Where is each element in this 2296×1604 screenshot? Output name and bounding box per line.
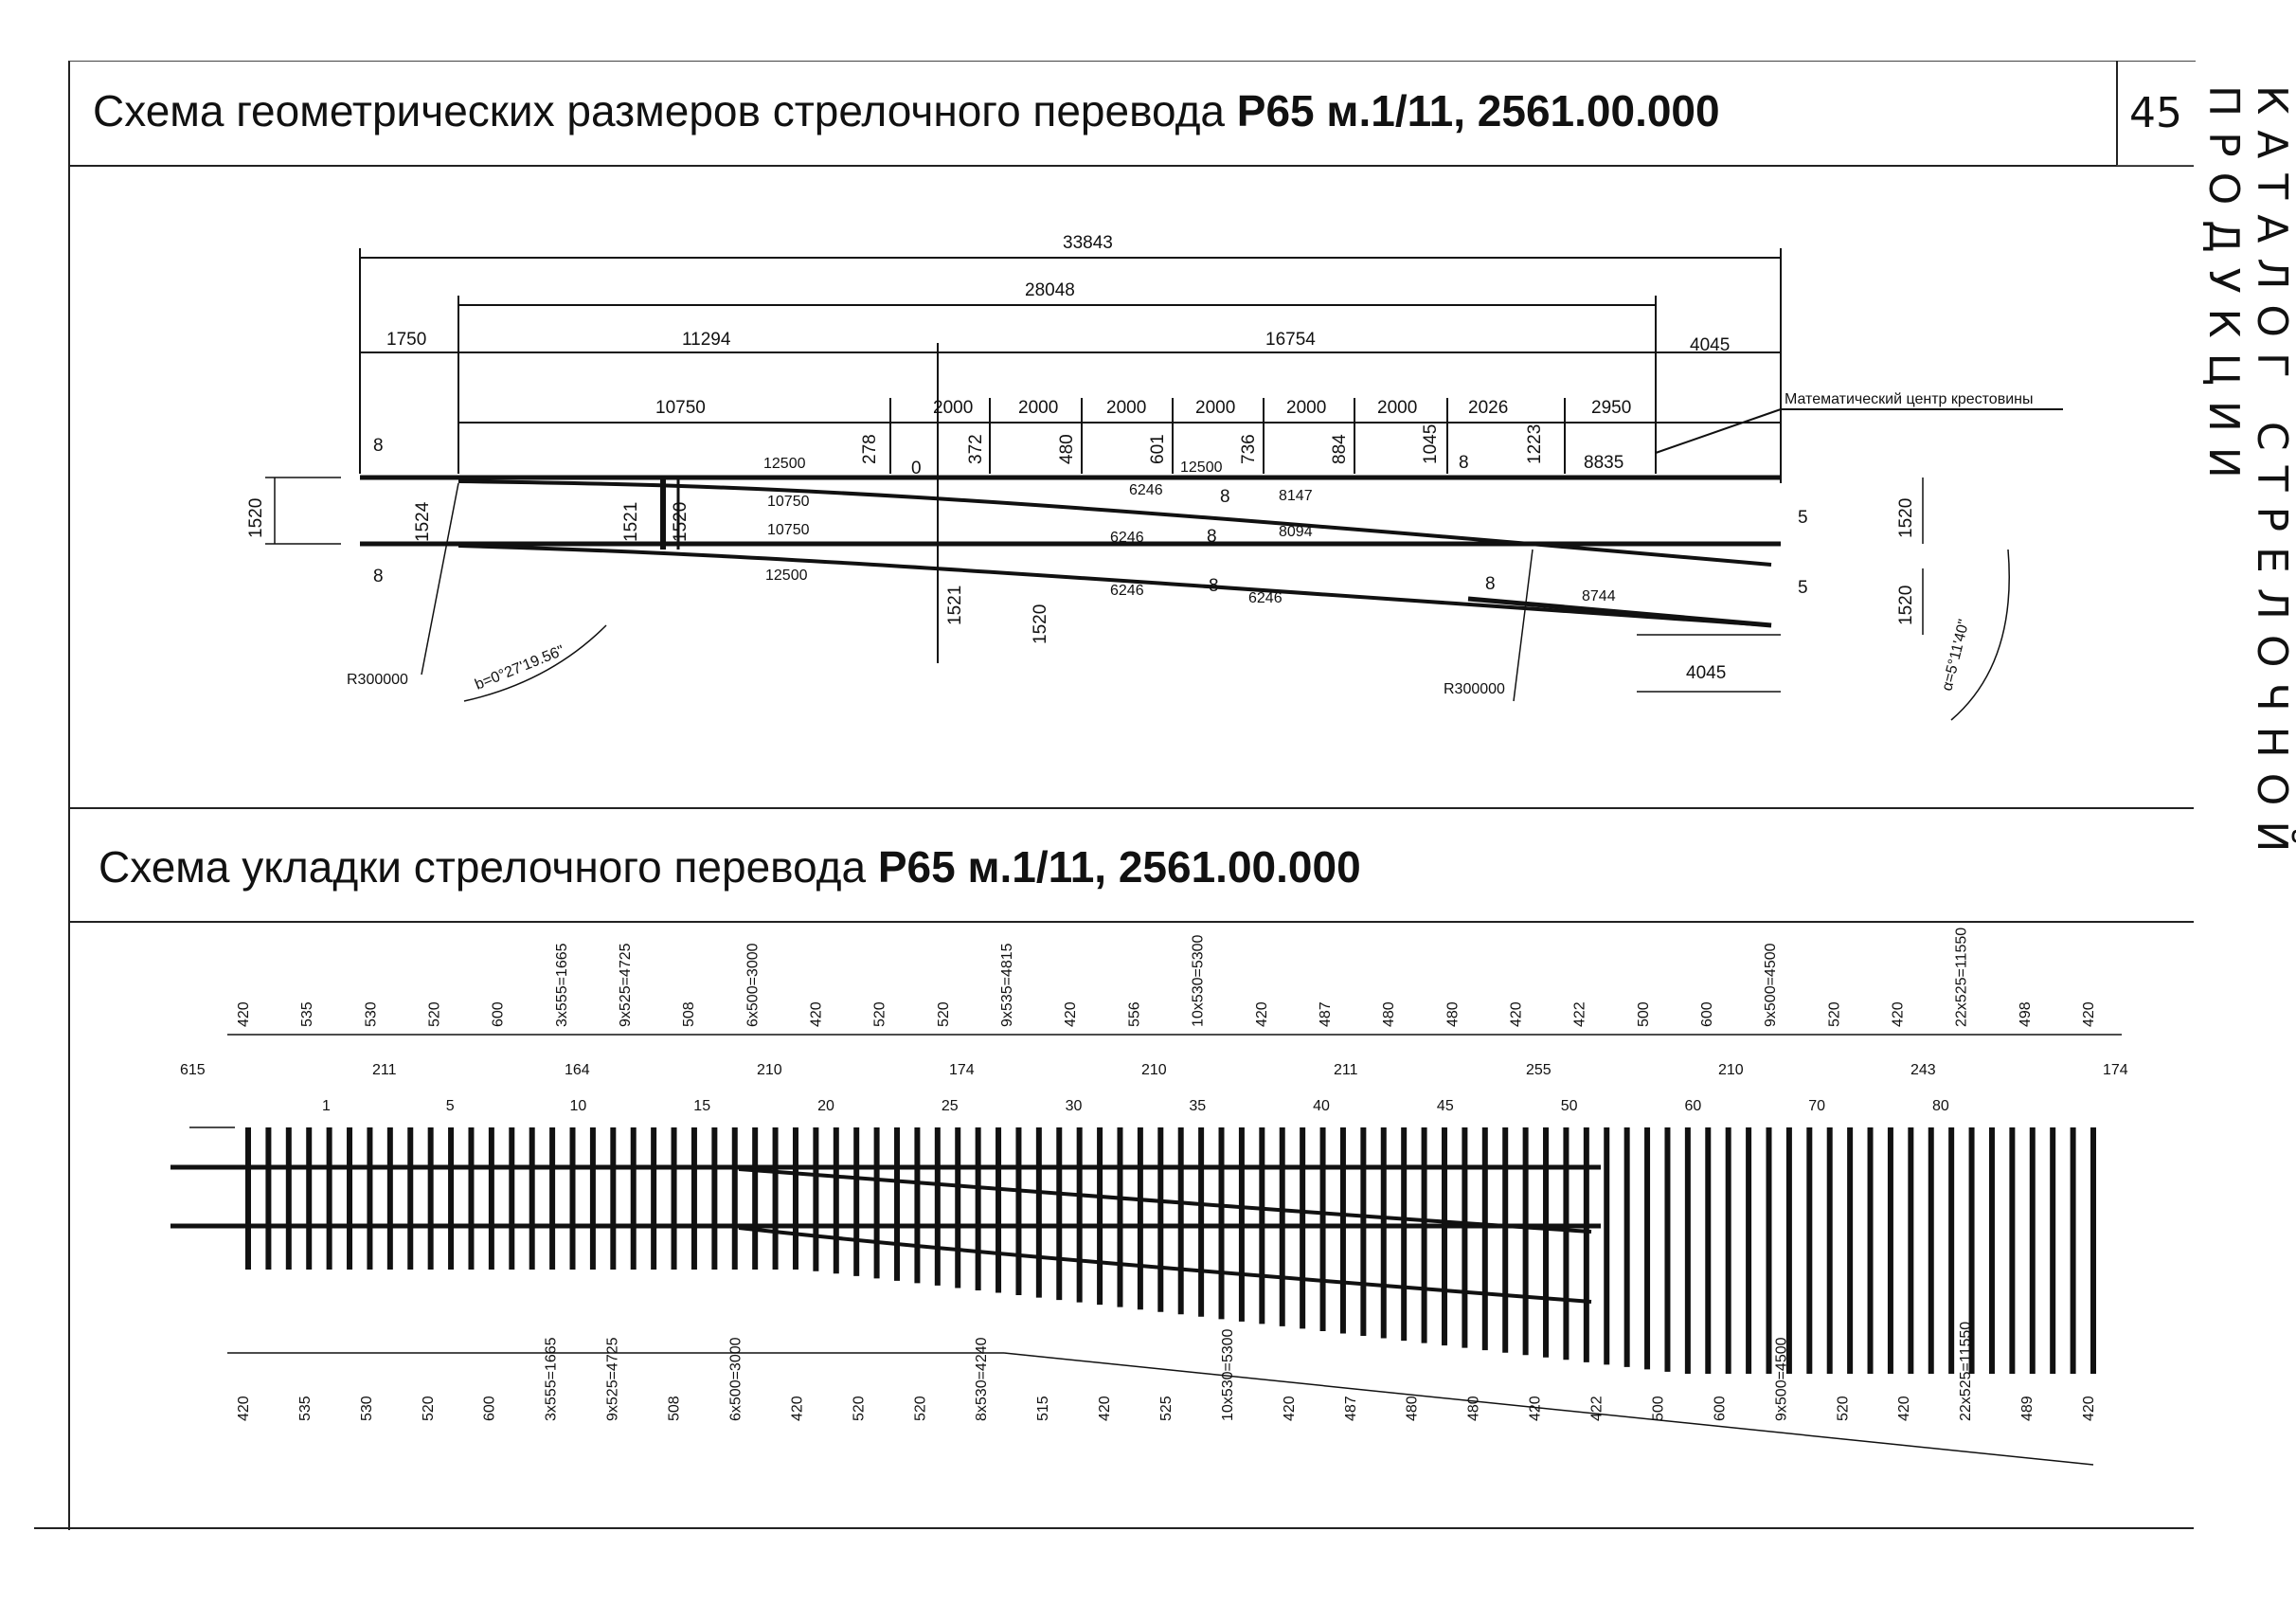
tie-number: 35: [1189, 1098, 1207, 1114]
front-length: 11294: [682, 330, 731, 350]
bottom-spacing-label: 420: [2081, 1396, 2097, 1421]
gap: 8: [1207, 527, 1217, 547]
rail-length: 6246: [1110, 530, 1144, 546]
top-spacing-label: 9x535=4815: [999, 943, 1016, 1027]
offset: 0: [911, 459, 922, 478]
bottom-spacing-label: 3x555=1665: [543, 1337, 560, 1421]
side-dimension: 174: [949, 1062, 975, 1078]
top-spacing-label: 9x500=4500: [1763, 943, 1780, 1027]
top-spacing-label: 530: [363, 1001, 380, 1027]
bottom-spacing-label: 500: [1650, 1396, 1667, 1421]
side-dimension: 210: [757, 1062, 782, 1078]
tie-number-labels: [322, 1098, 1949, 1114]
top-spacing-label: 480: [1381, 1001, 1398, 1027]
top-spacing-label: 520: [1826, 1001, 1843, 1027]
top-spacing-label: 422: [1571, 1001, 1588, 1027]
top-spacing-label: 22x525=11550: [1953, 927, 1970, 1027]
interval-label: 2000: [1377, 398, 1418, 418]
tie-number: 45: [1436, 1098, 1454, 1114]
top-spacing-label: 10x530=5300: [1190, 934, 1207, 1027]
offset: 884: [1330, 434, 1350, 464]
side-dimension: 211: [372, 1062, 397, 1078]
interval-label: 2026: [1468, 398, 1509, 418]
gauge: 1520: [246, 497, 266, 538]
tie-number: 15: [693, 1098, 711, 1114]
top-spacing-label: 520: [871, 1001, 888, 1027]
tie-number: 70: [1808, 1098, 1826, 1114]
interval-label: 2000: [1286, 398, 1327, 418]
bottom-spacing-label: 508: [666, 1396, 683, 1421]
offset: 601: [1148, 434, 1168, 464]
top-spacing-label: 420: [2081, 1001, 2097, 1027]
top-spacing-label: 535: [299, 1001, 316, 1027]
tie-number: 50: [1560, 1098, 1578, 1114]
tail-length: 4045: [1686, 663, 1727, 683]
side-dimension-labels: [180, 1062, 2128, 1078]
rear-overhang: 4045: [1690, 335, 1731, 355]
section2-title-bold: Р65 м.1/11, 2561.00.000: [877, 842, 1361, 892]
bottom-spacing-label: 420: [1896, 1396, 1913, 1421]
rail-length: 12500: [763, 456, 806, 472]
top-spacing-label: 508: [681, 1001, 698, 1027]
bottom-spacing-label: 480: [1465, 1396, 1482, 1421]
side-dimension: 255: [1526, 1062, 1552, 1078]
rail-length: 10750: [767, 494, 810, 510]
rail-length: 6246: [1110, 583, 1144, 599]
bottom-spacing-label: 10x530=5300: [1219, 1328, 1236, 1421]
tie-number: 25: [941, 1098, 959, 1114]
bottom-spacing-label: 9x525=4725: [604, 1337, 621, 1421]
total-length: 33843: [1063, 233, 1113, 253]
top-spacing-label: 520: [426, 1001, 443, 1027]
bottom-spacing-label: 480: [1404, 1396, 1421, 1421]
offset: 8835: [1584, 453, 1624, 473]
bottom-spacing-label: 422: [1588, 1396, 1605, 1421]
gap: 5: [1798, 578, 1808, 598]
bottom-spacing-label: 6x500=3000: [727, 1337, 744, 1421]
angle-b: b=0°27'19.56": [473, 642, 567, 694]
bottom-spacing-label: 489: [2019, 1396, 2036, 1421]
top-spacing-label: 420: [1890, 1001, 1907, 1027]
gauge: 1520: [1896, 585, 1916, 625]
front-overhang: 1750: [386, 330, 427, 350]
rail-length: 6246: [1129, 482, 1163, 498]
bottom-spacing-label: 420: [789, 1396, 806, 1421]
bottom-spacing-label: 420: [1281, 1396, 1298, 1421]
bottom-spacing-label: 487: [1342, 1396, 1359, 1421]
offset: 480: [1057, 434, 1077, 464]
gauge: 1521: [621, 501, 641, 542]
point-zone: 10750: [655, 398, 706, 418]
radius-rear: R300000: [1444, 681, 1505, 697]
top-spacing-label: 520: [935, 1001, 952, 1027]
rear-length: 16754: [1265, 330, 1316, 350]
top-spacing-label: 420: [808, 1001, 825, 1027]
interval-label: 2000: [1195, 398, 1236, 418]
rail-length: 12500: [765, 568, 808, 584]
side-dimension: 164: [565, 1062, 590, 1078]
offset: 8: [1459, 453, 1469, 473]
angle-alpha: α=5°11'40": [1939, 618, 1973, 693]
offset: 1223: [1525, 424, 1545, 464]
top-spacing-label: 500: [1635, 1001, 1652, 1027]
gap: 5: [1798, 508, 1808, 528]
gap: 8: [1220, 487, 1230, 507]
gauge: 1520: [1031, 604, 1050, 644]
crossing-center-label: Математический центр крестовины: [1785, 391, 2034, 407]
offset: 278: [860, 434, 880, 464]
rail-length: 8147: [1279, 488, 1313, 504]
side-dimension: 210: [1141, 1062, 1167, 1078]
section1-title-bold: Р65 м.1/11, 2561.00.000: [1236, 86, 1720, 135]
page-number: 45: [2116, 61, 2194, 166]
rail-length: 8094: [1279, 524, 1313, 540]
gap: 8: [373, 436, 384, 456]
top-spacing-label: 420: [236, 1001, 252, 1027]
interval-label: 2000: [1106, 398, 1147, 418]
gauge: 1520: [671, 501, 691, 542]
bottom-spacing-label: 420: [236, 1396, 252, 1421]
bottom-spacing-label: 535: [296, 1396, 314, 1421]
interval-label: 2000: [1018, 398, 1059, 418]
tie-number: 10: [569, 1098, 587, 1114]
top-spacing-labels: [236, 928, 2097, 1027]
side-dimension: 174: [2103, 1062, 2128, 1078]
bottom-spacing-label: 530: [358, 1396, 375, 1421]
bottom-spacing-label: 420: [1527, 1396, 1544, 1421]
side-dimension: 615: [180, 1062, 206, 1078]
top-spacing-label: 556: [1126, 1001, 1143, 1027]
bottom-spacing-labels: [236, 1322, 2097, 1421]
tie-number: 30: [1065, 1098, 1083, 1114]
tie-array: [248, 1127, 2093, 1374]
top-spacing-label: 420: [1253, 1001, 1270, 1027]
rail-length: 6246: [1248, 590, 1283, 606]
bottom-spacing-label: 525: [1158, 1396, 1175, 1421]
gap: 8: [1209, 576, 1219, 596]
radius-front: R300000: [347, 672, 408, 688]
top-spacing-label: 480: [1444, 1001, 1462, 1027]
top-spacing-label: 600: [490, 1001, 507, 1027]
gauge: 1521: [945, 585, 965, 625]
top-spacing-label: 498: [2017, 1001, 2034, 1027]
interval-label: 2950: [1591, 398, 1632, 418]
top-spacing-label: 420: [1508, 1001, 1525, 1027]
bottom-spacing-label: 515: [1035, 1396, 1052, 1421]
tie-number: 1: [322, 1098, 331, 1114]
top-spacing-label: 600: [1698, 1001, 1715, 1027]
top-spacing-label: 3x555=1665: [553, 943, 570, 1027]
bottom-spacing-label: 520: [1835, 1396, 1852, 1421]
section2-title-regular: Схема укладки стрелочного перевода: [99, 842, 878, 892]
offset: 736: [1239, 434, 1259, 464]
bottom-spacing-label: 520: [851, 1396, 868, 1421]
bottom-spacing-label: 600: [481, 1396, 498, 1421]
rail-length: 8744: [1582, 588, 1616, 604]
top-spacing-label: 9x525=4725: [618, 943, 635, 1027]
tie-number: 20: [817, 1098, 834, 1114]
section1-title-regular: Схема геометрических размеров стрелочного перевода: [93, 86, 1237, 135]
tie-number: 40: [1313, 1098, 1330, 1114]
side-dimension: 210: [1718, 1062, 1744, 1078]
overall-length: 28048: [1025, 280, 1075, 300]
tie-number: 80: [1932, 1098, 1949, 1114]
gauge: 1524: [413, 501, 433, 542]
top-spacing-label: 420: [1063, 1001, 1080, 1027]
top-spacing-label: 6x500=3000: [744, 943, 762, 1027]
gap: 8: [373, 567, 384, 586]
interval-label: 2000: [933, 398, 974, 418]
bottom-spacing-label: 520: [420, 1396, 437, 1421]
bottom-spacing-label: 22x525=11550: [1958, 1321, 1975, 1421]
bottom-spacing-label: 520: [912, 1396, 929, 1421]
catalog-sidebar-label: КАТАЛОГ СТРЕЛОЧНОЙ ПРОДУКЦИИ: [2199, 85, 2296, 868]
gap: 8: [1485, 574, 1496, 594]
rail-length: 12500: [1180, 460, 1223, 476]
bottom-spacing-label: 9x500=4500: [1773, 1337, 1790, 1421]
top-spacing-label: 487: [1317, 1001, 1334, 1027]
side-dimension: 211: [1334, 1062, 1358, 1078]
tie-number: 5: [445, 1098, 455, 1114]
rail-length: 10750: [767, 522, 810, 538]
bottom-spacing-label: 8x530=4240: [974, 1337, 991, 1421]
tie-number: 60: [1684, 1098, 1702, 1114]
bottom-spacing-label: 600: [1712, 1396, 1729, 1421]
side-dimension: 243: [1910, 1062, 1936, 1078]
offset: 372: [966, 434, 986, 464]
bottom-spacing-label: 420: [1097, 1396, 1114, 1421]
offset: 1045: [1421, 424, 1441, 464]
gauge: 1520: [1896, 497, 1916, 538]
